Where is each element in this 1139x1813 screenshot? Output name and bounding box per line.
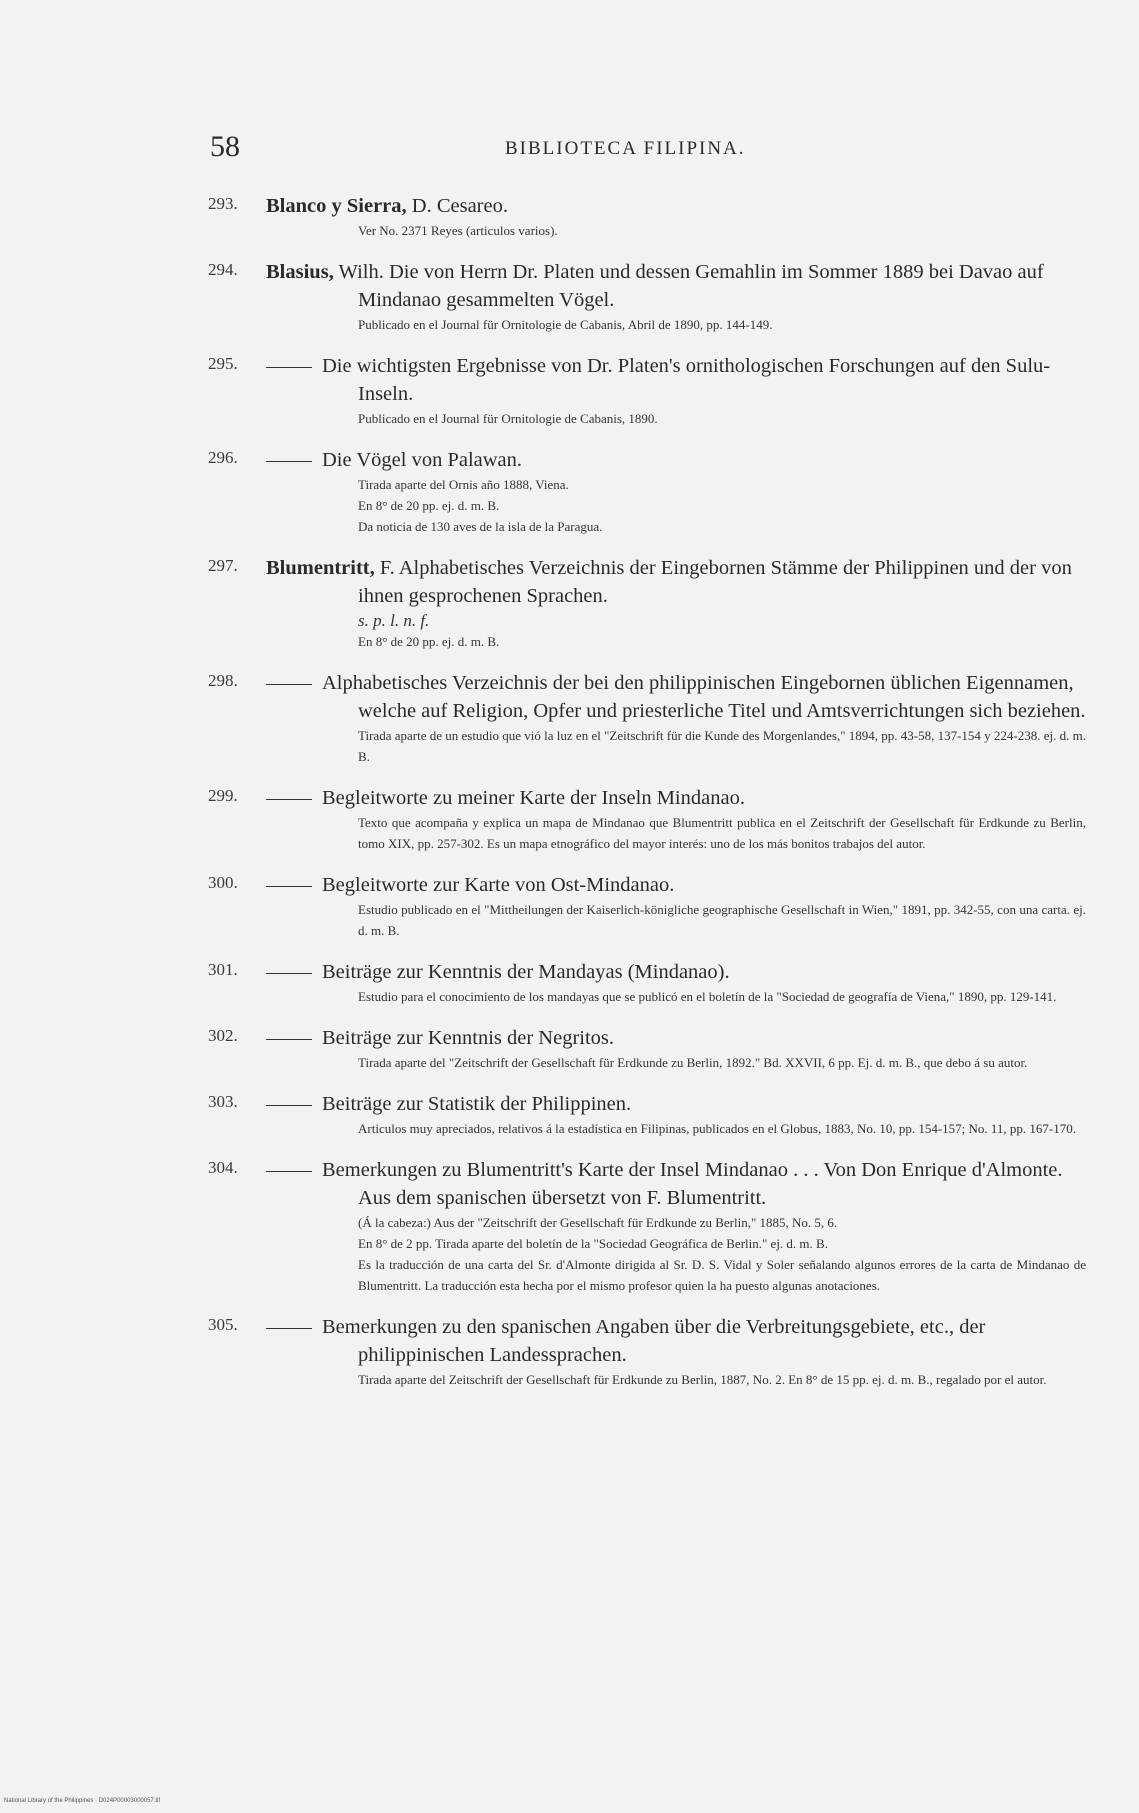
bibliography-entry <box>208 258 1086 335</box>
entry-title <box>266 1156 1086 1212</box>
entry-body <box>266 192 1086 241</box>
entry-number: 299. <box>208 786 238 805</box>
entry-title <box>266 1313 1086 1369</box>
entry-title-text: Begleitworte zur Karte von Ost-Mindanao. <box>322 874 675 896</box>
entry-title-text: D. Cesareo. <box>406 195 508 217</box>
entry-title-text: Die wichtigsten Ergebnisse von Dr. Platen's ornithologischen Forschungen auf den Sulu-Inseln. <box>322 355 1051 405</box>
entry-body <box>266 1024 1086 1073</box>
entry-body <box>266 1090 1086 1139</box>
entry-note: Ver No. 2371 Reyes (articulos varios). <box>358 223 558 238</box>
entry-number: 302. <box>208 1026 238 1045</box>
entry-note: Tirada aparte del "Zeitschrift der Gesellschaft für Erdkunde zu Berlin, 1892." Bd. XXVII, 6 pp. Ej. d. m. B., que debo á su autor. <box>358 1055 1028 1070</box>
ditto-dash <box>266 684 312 685</box>
entry-title-text: F. Alphabetisches Verzeichnis der Eingebornen Stämme der Philippinen und der von ihnen gesprochenen Sprachen. <box>358 557 1072 607</box>
entry-title-text: Bemerkungen zu Blumentritt's Karte der Insel Mindanao . . . Von Don Enrique d'Almonte. Aus dem spanischen übersetzt von F. Blumentritt. <box>322 1159 1063 1209</box>
entry-title-text: Beiträge zur Kenntnis der Mandayas (Mindanao). <box>322 961 730 983</box>
entry-number: 298. <box>208 671 238 690</box>
entry-note: Publicado en el Journal für Ornitologie de Cabanis, 1890. <box>358 411 658 426</box>
ditto-dash <box>266 1328 312 1329</box>
entry-title <box>266 958 1086 986</box>
entry-body <box>266 258 1086 335</box>
entry-body <box>266 871 1086 941</box>
entry-note: Articulos muy apreciados, relativos á la estadística en Filipinas, publicados en el Globus, 1883, No. 10, pp. 154-157; No. 11, pp. 167-170. <box>358 1121 1077 1136</box>
bibliography-entry <box>208 871 1086 941</box>
entry-number: 293. <box>208 194 238 213</box>
entry-title <box>266 258 1086 314</box>
bibliography-entries <box>208 192 1086 1407</box>
entry-number: 305. <box>208 1315 238 1334</box>
entry-author: Blasius, <box>266 261 334 283</box>
entry-title <box>266 554 1086 610</box>
ditto-dash <box>266 1171 312 1172</box>
bibliography-entry <box>208 669 1086 767</box>
entry-number: 297. <box>208 556 238 575</box>
entry-note: Publicado en el Journal für Ornitologie de Cabanis, Abril de 1890, pp. 144-149. <box>358 317 773 332</box>
entry-title <box>266 446 1086 474</box>
entry-title <box>266 1024 1086 1052</box>
entry-note: s. p. l. n. f. <box>358 611 430 630</box>
bibliography-entry <box>208 352 1086 429</box>
entry-note: Estudio para el conocimiento de los mandayas que se publicó en el boletín de la "Sociedad de geografía de Viena," 1890, pp. 129-141. <box>358 989 1057 1004</box>
page-number: 58 <box>210 130 240 163</box>
entry-note: Tirada aparte del Zeitschrift der Gesellschaft für Erdkunde zu Berlin, 1887, No. 2. En 8° de 15 pp. ej. d. m. B., regalado por el autor. <box>358 1372 1047 1387</box>
entry-note: Estudio publicado en el "Mittheilungen der Kaiserlich-königliche geographische Gesellschaft in Wien," 1891, pp. 342-55, con una carta. ej. d. m. B. <box>358 902 1086 938</box>
entry-number: 294. <box>208 260 238 279</box>
entry-title <box>266 871 1086 899</box>
entry-body <box>266 958 1086 1007</box>
entry-title <box>266 1090 1086 1118</box>
entry-author: Blanco y Sierra, <box>266 195 407 217</box>
bibliography-entry <box>208 554 1086 652</box>
ditto-dash <box>266 1105 312 1106</box>
ditto-dash <box>266 886 312 887</box>
entry-note: (Á la cabeza:) Aus der "Zeitschrift der Gesellschaft für Erdkunde zu Berlin," 1885, No. 5, 6. <box>358 1215 838 1230</box>
entry-body <box>266 1313 1086 1390</box>
bibliography-entry <box>208 784 1086 854</box>
entry-title <box>266 352 1086 408</box>
entry-title-text: Alphabetisches Verzeichnis der bei den philippinischen Eingebornen üblichen Eigennamen, welche auf Religion, Opfer und priesterliche Titel und Amtsverrichtungen sich beziehen. <box>322 672 1086 722</box>
ditto-dash <box>266 973 312 974</box>
ditto-dash <box>266 799 312 800</box>
entry-number: 300. <box>208 873 238 892</box>
scan-footer: National Library of the Philippines · D024P00003000057.tif <box>4 1798 161 1804</box>
entry-number: 295. <box>208 354 238 373</box>
entry-author: Blumentritt, <box>266 557 375 579</box>
entry-body <box>266 352 1086 429</box>
entry-title-text: Beiträge zur Statistik der Philippinen. <box>322 1093 632 1115</box>
entry-note: Tirada aparte de un estudio que vió la luz en el "Zeitschrift für die Kunde des Morgenlandes," 1894, pp. 43-58, 137-154 y 224-238. ej. d. m. B. <box>358 728 1086 764</box>
entry-body <box>266 554 1086 652</box>
entry-number: 301. <box>208 960 238 979</box>
entry-note: En 8° de 2 pp. Tirada aparte del boletín de la "Sociedad Geográfica de Berlin." ej. d. m. B. <box>358 1236 828 1251</box>
bibliography-entry <box>208 958 1086 1007</box>
entry-note: Da noticia de 130 aves de la isla de la Paragua. <box>358 519 603 534</box>
page-header <box>210 130 1090 170</box>
bibliography-entry <box>208 446 1086 537</box>
entry-note: En 8° de 20 pp. ej. d. m. B. <box>358 498 500 513</box>
entry-title-text: Die Vögel von Palawan. <box>322 449 523 471</box>
entry-title-text: Bemerkungen zu den spanischen Angaben über die Verbreitungsgebiete, etc., der philippinischen Landessprachen. <box>322 1316 986 1366</box>
entry-note: En 8° de 20 pp. ej. d. m. B. <box>358 634 500 649</box>
entry-body <box>266 446 1086 537</box>
entry-title-text: Wilh. Die von Herrn Dr. Platen und dessen Gemahlin im Sommer 1889 bei Davao auf Mindanao gesammelten Vögel. <box>333 261 1044 311</box>
entry-number: 303. <box>208 1092 238 1111</box>
entry-body <box>266 669 1086 767</box>
entry-title-text: Beiträge zur Kenntnis der Negritos. <box>322 1027 615 1049</box>
entry-title-text: Begleitworte zu meiner Karte der Inseln Mindanao. <box>322 787 745 809</box>
bibliography-entry <box>208 1090 1086 1139</box>
ditto-dash <box>266 1039 312 1040</box>
entry-note: Texto que acompaña y explica un mapa de Mindanao que Blumentritt publica en el Zeitschrift der Gesellschaft für Erdkunde zu Berlin, tomo XIX, pp. 257-302. Es un mapa etnográfico del mayor interés: uno de los más bonitos trabajos del autor. <box>358 815 1086 851</box>
entry-number: 296. <box>208 448 238 467</box>
entry-number: 304. <box>208 1158 238 1177</box>
entry-body <box>266 784 1086 854</box>
ditto-dash <box>266 367 312 368</box>
entry-title <box>266 669 1086 725</box>
bibliography-entry <box>208 1313 1086 1390</box>
bibliography-entry <box>208 1024 1086 1073</box>
entry-body <box>266 1156 1086 1296</box>
entry-title <box>266 784 1086 812</box>
entry-title <box>266 192 1086 220</box>
bibliography-entry <box>208 1156 1086 1296</box>
running-title: BIBLIOTECA FILIPINA. <box>505 138 746 159</box>
bibliography-entry <box>208 192 1086 241</box>
entry-note: Es la traducción de una carta del Sr. d'Almonte dirigida al Sr. D. S. Vidal y Soler señalando algunos errores de la carta de Mindanao de Blumentritt. La traducción esta hecha por el mismo profesor quien la ha puesto algunas anotaciones. <box>358 1257 1086 1293</box>
entry-note: Tirada aparte del Ornis año 1888, Viena. <box>358 477 569 492</box>
ditto-dash <box>266 461 312 462</box>
